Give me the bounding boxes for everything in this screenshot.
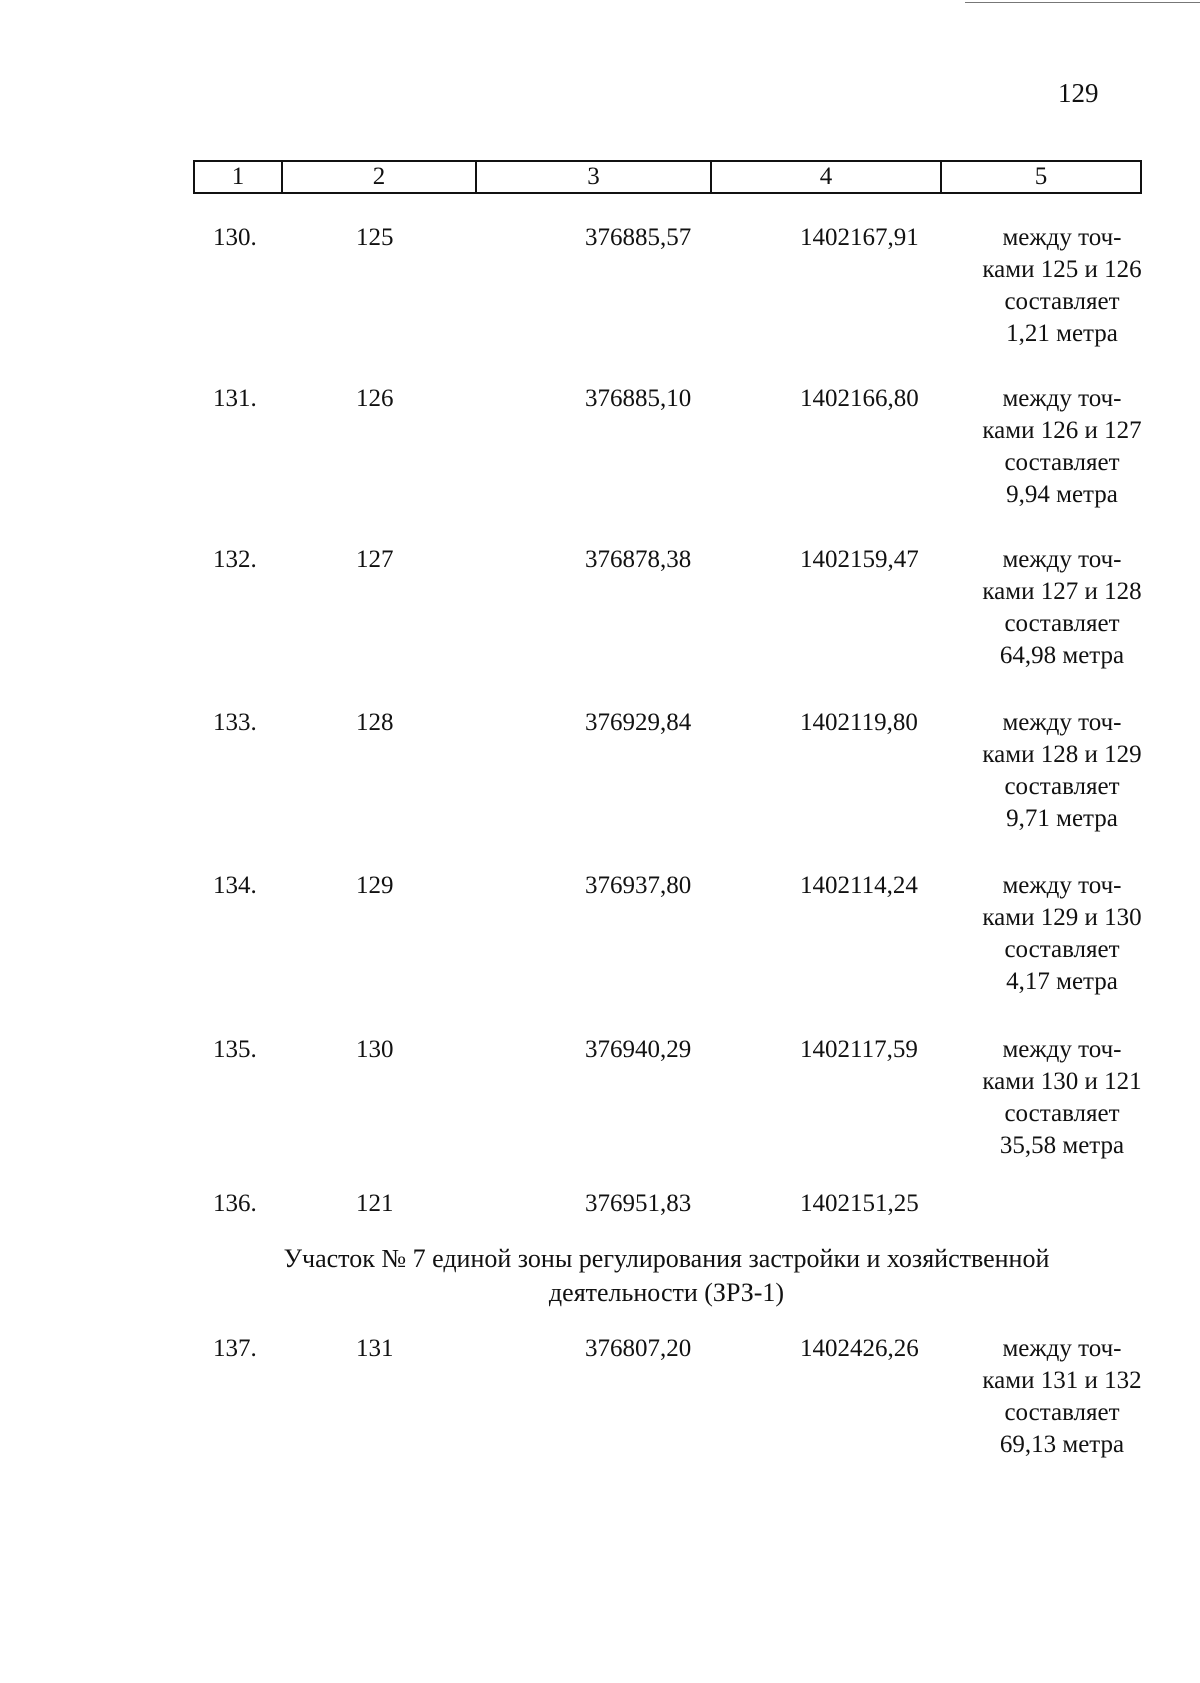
distance-note [938,1333,1186,1461]
section-heading [193,1242,1140,1310]
note-line: ками 126 и 127 [982,417,1142,444]
coordinate-y: 1402426,26 [800,1335,919,1362]
note-line: ками 129 и 130 [982,904,1142,931]
note-line: ками 130 и 121 [982,1068,1142,1095]
page-number: 129 [1058,78,1099,108]
note-line: ками 128 и 129 [982,741,1142,768]
coordinate-y: 1402166,80 [800,385,919,412]
note-line: ками 131 и 132 [982,1367,1142,1394]
point-number: 121 [356,1190,394,1217]
column-header-5: 5 [941,161,1141,193]
distance-note [938,544,1186,672]
note-line: ками 127 и 128 [982,578,1142,605]
note-line: составляет [1004,610,1120,637]
coordinate-x: 376940,29 [585,1036,692,1063]
row-number: 130. [213,224,257,251]
note-line: между точ- [1002,872,1122,899]
coordinate-y: 1402119,80 [800,709,918,736]
coordinate-x: 376885,57 [585,224,692,251]
note-line: 9,94 метра [1006,481,1118,508]
coordinate-x: 376885,10 [585,385,692,412]
row-number: 137. [213,1335,257,1362]
coordinate-y: 1402167,91 [800,224,919,251]
top-rule [965,2,1200,3]
note-line: между точ- [1002,1036,1122,1063]
section-heading-line: деятельности (ЗРЗ-1) [548,1278,785,1307]
coordinate-y: 1402151,25 [800,1190,919,1217]
coordinate-y: 1402117,59 [800,1036,918,1063]
column-header-table [193,160,1142,194]
point-number: 128 [356,709,394,736]
note-line: 1,21 метра [1006,320,1118,347]
note-line: составляет [1004,936,1120,963]
distance-note [938,383,1186,511]
coordinate-x: 376878,38 [585,546,692,573]
distance-note [938,1034,1186,1162]
distance-note [938,222,1186,350]
note-line: 9,71 метра [1006,805,1118,832]
note-line: ками 125 и 126 [982,256,1142,283]
note-line: между точ- [1002,709,1122,736]
point-number: 127 [356,546,394,573]
point-number: 130 [356,1036,394,1063]
row-number: 134. [213,872,257,899]
column-header-2: 2 [282,161,476,193]
distance-note [938,870,1186,998]
note-line: между точ- [1002,385,1122,412]
row-number: 135. [213,1036,257,1063]
row-number: 136. [213,1190,257,1217]
note-line: составляет [1004,449,1120,476]
note-line: составляет [1004,773,1120,800]
distance-note [938,707,1186,835]
column-header-1: 1 [194,161,282,193]
point-number: 131 [356,1335,394,1362]
note-line: составляет [1004,1100,1120,1127]
note-line: 69,13 метра [999,1431,1125,1458]
note-line: 35,58 метра [999,1132,1125,1159]
coordinate-x: 376951,83 [585,1190,692,1217]
coordinate-y: 1402114,24 [800,872,918,899]
point-number: 125 [356,224,394,251]
note-line: 4,17 метра [1006,968,1118,995]
point-number: 129 [356,872,394,899]
note-line: между точ- [1002,546,1122,573]
column-header-3: 3 [476,161,711,193]
note-line: составляет [1004,1399,1120,1426]
point-number: 126 [356,385,394,412]
coordinate-x: 376937,80 [585,872,692,899]
row-number: 133. [213,709,257,736]
row-number: 132. [213,546,257,573]
column-header-row [194,161,1141,193]
note-line: составляет [1004,288,1120,315]
note-line: между точ- [1002,224,1122,251]
coordinate-x: 376807,20 [585,1335,692,1362]
note-line: между точ- [1002,1335,1122,1362]
note-line: 64,98 метра [999,642,1125,669]
coordinate-y: 1402159,47 [800,546,919,573]
coordinate-x: 376929,84 [585,709,692,736]
row-number: 131. [213,385,257,412]
column-header-4: 4 [711,161,941,193]
section-heading-line: Участок № 7 единой зоны регулирования застройки и хозяйственной [283,1244,1050,1273]
